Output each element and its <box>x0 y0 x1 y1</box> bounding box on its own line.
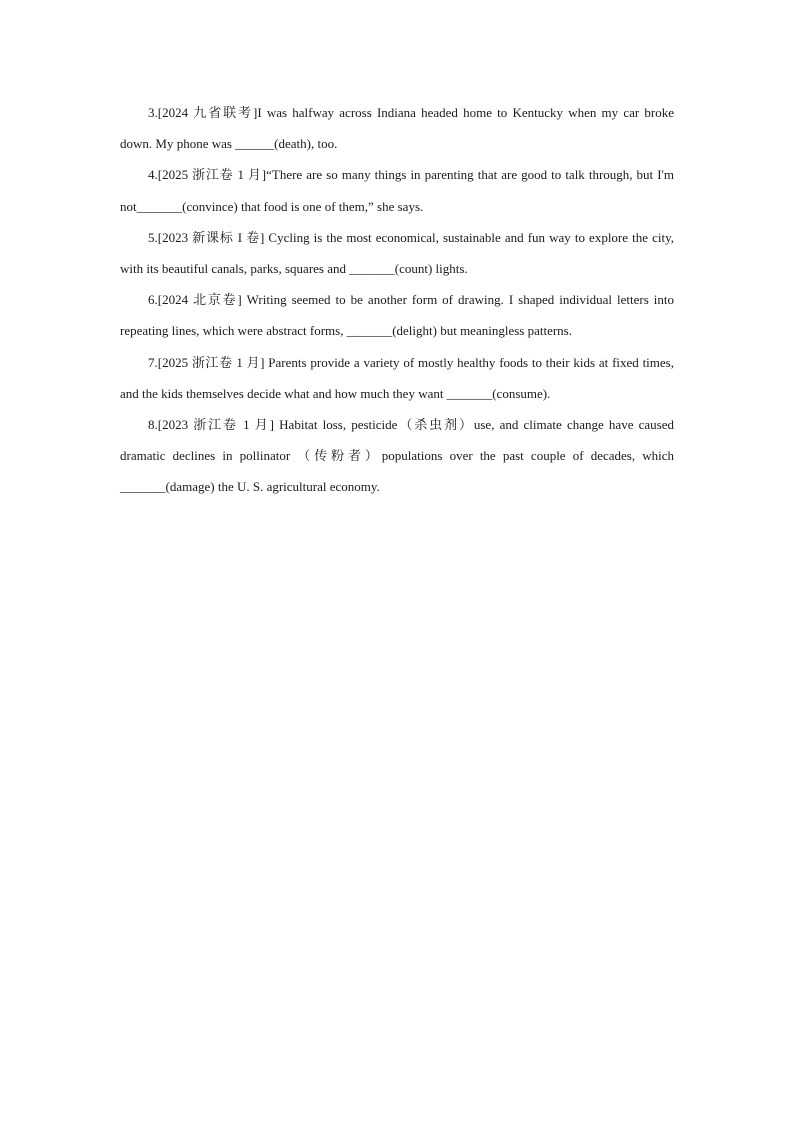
question-text: Parents provide a variety of mostly healthy foods to their kids at fixed times, and the kids themselves decide what and how much they want _______(consume). <box>120 354 674 401</box>
question-label: 8.[2023 浙江卷 1 月] <box>148 417 275 433</box>
question-text: Cycling is the most economical, sustainable and fun way to explore the city, with its beautiful canals, parks, squares and _______(count) lights. <box>120 229 674 277</box>
question-4 <box>120 159 674 221</box>
question-label: 5.[2023 新课标 I 卷] <box>148 229 265 245</box>
question-text: I was halfway across Indiana headed home to Kentucky when my car broke down. My phone was ______(death), too. <box>120 105 674 152</box>
question-3 <box>120 97 674 159</box>
question-8 <box>120 409 674 503</box>
question-text: Habitat loss, pesticide（杀虫剂）use, and climate change have caused dramatic declines in pollinator （传粉者）populations over the past couple of decades, which _______(damage) the U. S. agricultural economy. <box>120 417 674 495</box>
exercise-list <box>120 97 674 503</box>
question-label: 4.[2025 浙江卷 1 月] <box>148 167 267 183</box>
question-label: 7.[2025 浙江卷 1 月] <box>148 354 265 370</box>
question-label: 6.[2024 北京卷] <box>148 292 242 308</box>
question-7 <box>120 347 674 409</box>
question-6 <box>120 284 674 346</box>
question-5 <box>120 222 674 284</box>
question-label: 3.[2024 九省联考] <box>148 105 258 120</box>
question-text: Writing seemed to be another form of drawing. I shaped individual letters into repeating lines, which were abstract forms, _______(delight) but meaningless patterns. <box>120 292 674 339</box>
question-text: “There are so many things in parenting that are good to talk through, but I'm not_______(convince) that food is one of them,” she says. <box>120 167 674 214</box>
